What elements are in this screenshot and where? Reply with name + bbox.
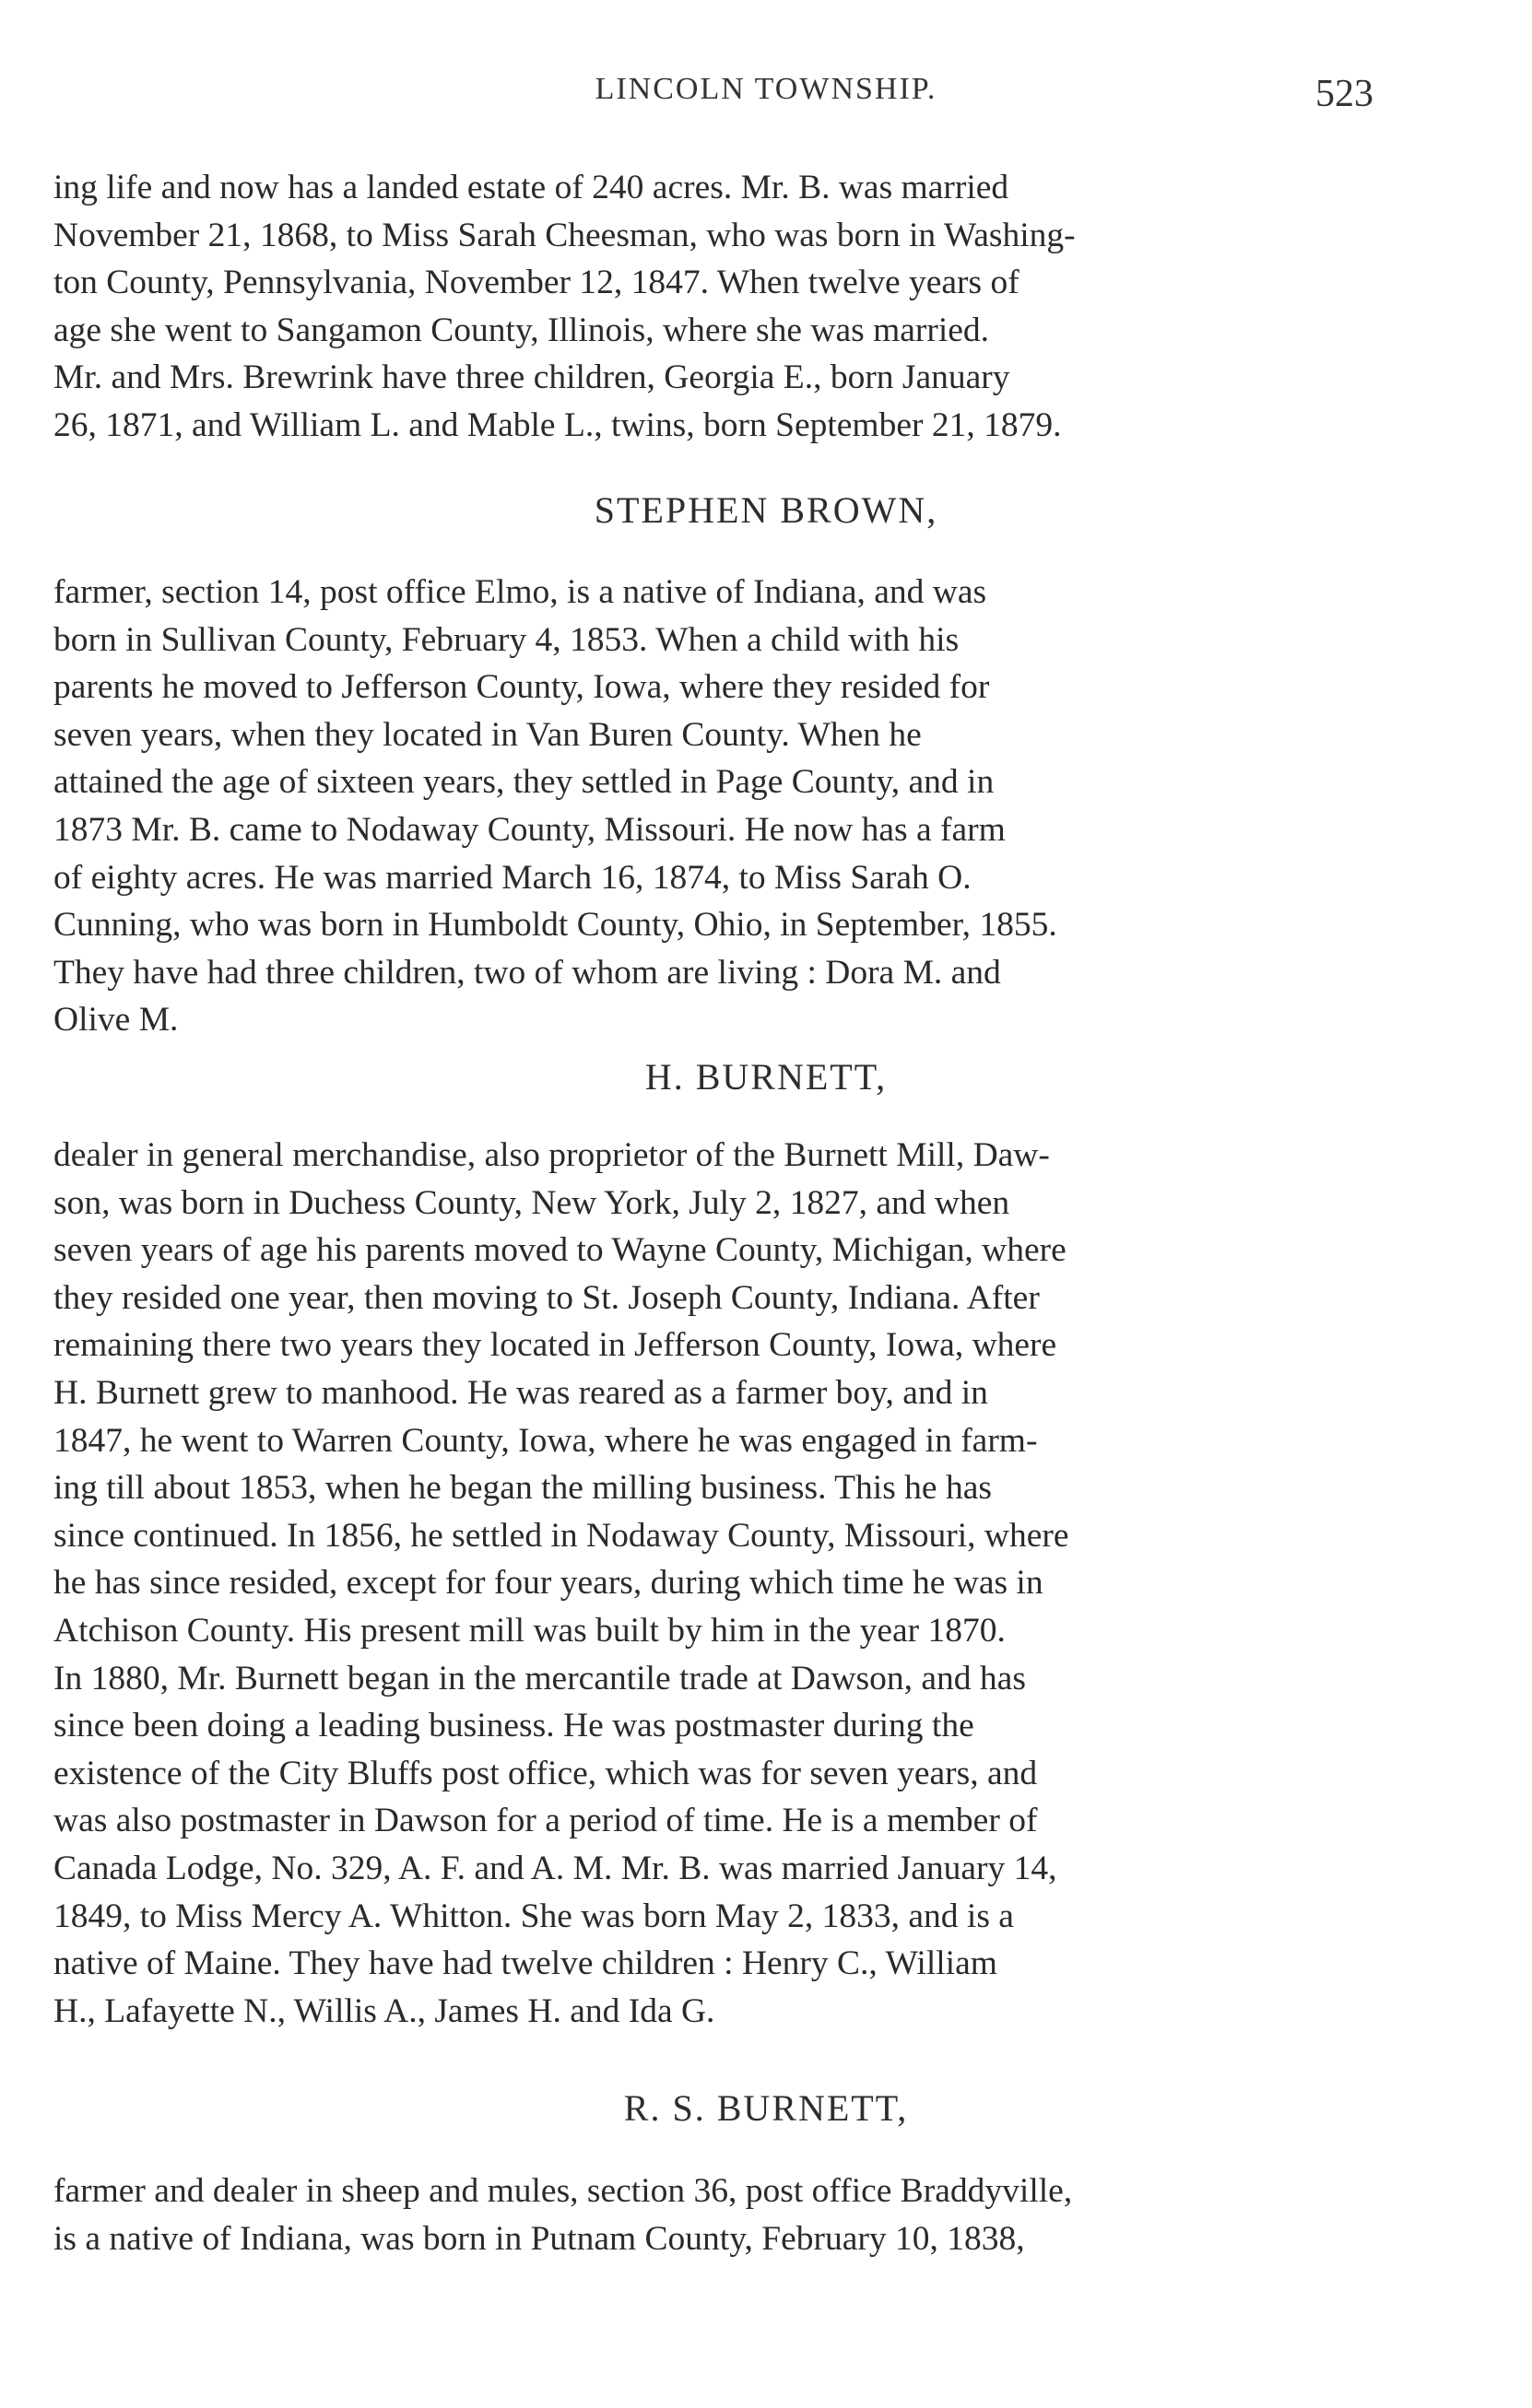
text-line: they resided one year, then moving to St. Joseph County, Indiana. After — [53, 1278, 1040, 1317]
text-line: 1847, he went to Warren County, Iowa, where he was engaged in farm- — [53, 1421, 1038, 1460]
text-line: 1849, to Miss Mercy A. Whitton. She was born May 2, 1833, and is a — [53, 1897, 1014, 1935]
text-line: parents he moved to Jefferson County, Iowa, where they resided for — [53, 668, 990, 707]
text-line: H., Lafayette N., Willis A., James H. and Ida G. — [53, 1991, 715, 2030]
text-line: Mr. and Mrs. Brewrink have three children, Georgia E., born January — [53, 358, 1010, 397]
entry-heading-r-s-burnett: R. S. BURNETT, — [623, 2087, 909, 2129]
text-line: remaining there two years they located in Jefferson County, Iowa, where — [53, 1326, 1057, 1365]
text-line: 1873 Mr. B. came to Nodaway County, Missouri. He now has a farm — [53, 810, 1006, 849]
text-line: Canada Lodge, No. 329, A. F. and A. M. Mr. B. was married January 14, — [53, 1849, 1057, 1887]
text-line: farmer and dealer in sheep and mules, section 36, post office Braddyville, — [53, 2172, 1073, 2210]
entry-paragraph-h-burnett — [53, 1132, 1366, 2035]
text-line: of eighty acres. He was married March 16, 1874, to Miss Sarah O. — [53, 858, 972, 897]
page-number: 523 — [1315, 73, 1373, 115]
text-line: he has since resided, except for four years, during which time he was in — [53, 1564, 1043, 1603]
text-line: They have had three children, two of whom are living : Dora M. and — [53, 953, 1001, 992]
text-line: In 1880, Mr. Burnett began in the mercantile trade at Dawson, and has — [53, 1659, 1026, 1697]
text-line: since continued. In 1856, he settled in Nodaway County, Missouri, where — [53, 1516, 1069, 1555]
entry-heading-h-burnett: H. BURNETT, — [644, 1056, 888, 1098]
text-line: is a native of Indiana, was born in Putnam County, February 10, 1838, — [53, 2219, 1025, 2258]
text-line: Cunning, who was born in Humboldt County, Ohio, in September, 1855. — [53, 906, 1057, 945]
text-line: Atchison County. His present mill was built by him in the year 1870. — [53, 1611, 1006, 1650]
text-line: seven years of age his parents moved to Wayne County, Michigan, where — [53, 1231, 1067, 1270]
text-line: was also postmaster in Dawson for a period of time. He is a member of — [53, 1802, 1038, 1840]
text-line: age she went to Sangamon County, Illinois, where she was married. — [53, 311, 990, 349]
text-line: born in Sullivan County, February 4, 1853. When a child with his — [53, 620, 960, 659]
text-line: native of Maine. They have had twelve children : Henry C., William — [53, 1944, 997, 1983]
entry-paragraph-r-s-burnett — [53, 2167, 1366, 2262]
text-line: ing life and now has a landed estate of 240 acres. Mr. B. was married — [53, 169, 1009, 206]
text-line: dealer in general merchandise, also proprietor of the Burnett Mill, Daw- — [53, 1136, 1050, 1174]
text-line: since been doing a leading business. He was postmaster during the — [53, 1707, 974, 1745]
text-line: farmer, section 14, post office Elmo, is a native of Indiana, and was — [53, 573, 987, 611]
text-line: November 21, 1868, to Miss Sarah Cheesman, who was born in Washing- — [53, 216, 1076, 254]
continuation-paragraph — [53, 164, 1366, 450]
text-line: 26, 1871, and William L. and Mable L., twins, born September 21, 1879. — [53, 405, 1062, 444]
entry-heading-stephen-brown: STEPHEN BROWN, — [594, 489, 938, 531]
entry-paragraph-stephen-brown — [53, 569, 1366, 1044]
text-line: existence of the City Bluffs post office, which was for seven years, and — [53, 1754, 1038, 1792]
text-line: son, was born in Duchess County, New York, July 2, 1827, and when — [53, 1183, 1010, 1222]
text-line: seven years, when they located in Van Buren County. When he — [53, 715, 922, 754]
text-line: ton County, Pennsylvania, November 12, 1847. When twelve years of — [53, 264, 1019, 302]
text-line: H. Burnett grew to manhood. He was reared as a farmer boy, and in — [53, 1373, 988, 1412]
running-title: LINCOLN TOWNSHIP. — [595, 72, 937, 106]
text-line: ing till about 1853, when he began the milling business. This he has — [53, 1469, 992, 1508]
text-line: attained the age of sixteen years, they settled in Page County, and in — [53, 763, 995, 802]
text-line: Olive M. — [53, 1001, 179, 1040]
